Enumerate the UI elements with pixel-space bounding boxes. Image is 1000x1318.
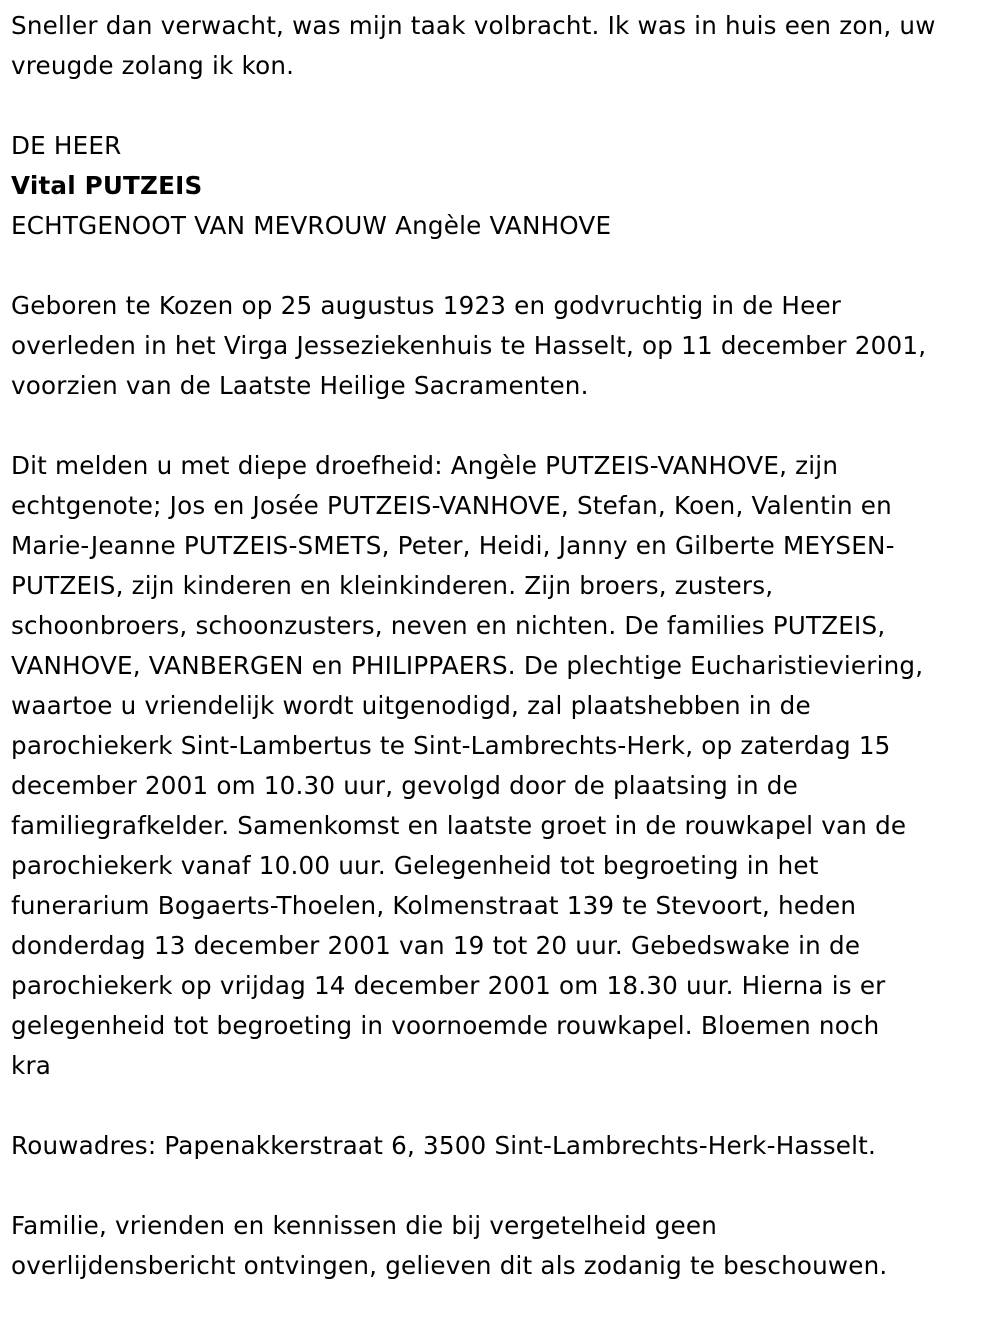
honorific xyxy=(11,126,1000,166)
birth-death-paragraph xyxy=(11,286,1000,406)
honorific-title: DE HEER xyxy=(11,131,122,160)
birth-line: voorzien van de Laatste Heilige Sacramenten. xyxy=(11,371,589,400)
deceased-name xyxy=(11,166,1000,206)
spacer xyxy=(11,1086,1000,1126)
announcement-line: Marie-Jeanne PUTZEIS-SMETS, Peter, Heidi, Janny en Gilberte MEYSEN- xyxy=(11,531,895,560)
announcement-line: schoonbroers, schoonzusters, neven en nichten. De families PUTZEIS, xyxy=(11,611,886,640)
announcement-line: parochiekerk vanaf 10.00 uur. Gelegenheid tot begroeting in het xyxy=(11,851,819,880)
closing-line: Familie, vrienden en kennissen die bij vergetelheid geen xyxy=(11,1211,718,1240)
announcement-line: parochiekerk op vrijdag 14 december 2001 om 18.30 uur. Hierna is er xyxy=(11,971,886,1000)
announcement-line: december 2001 om 10.30 uur, gevolgd door de plaatsing in de xyxy=(11,771,798,800)
spouse-text: ECHTGENOOT VAN MEVROUW Angèle VANHOVE xyxy=(11,211,612,240)
announcement-line: VANHOVE, VANBERGEN en PHILIPPAERS. De plechtige Eucharistieviering, xyxy=(11,651,924,680)
closing-paragraph xyxy=(11,1206,1000,1286)
announcement-line: Dit melden u met diepe droefheid: Angèle PUTZEIS-VANHOVE, zijn xyxy=(11,451,839,480)
announcement-line: gelegenheid tot begroeting in voornoemde rouwkapel. Bloemen noch xyxy=(11,1011,880,1040)
announcement-line: waartoe u vriendelijk wordt uitgenodigd, zal plaatshebben in de xyxy=(11,691,811,720)
address-paragraph xyxy=(11,1126,1000,1166)
announcement-line: funerarium Bogaerts-Thoelen, Kolmenstraat 139 te Stevoort, heden xyxy=(11,891,857,920)
birth-line: overleden in het Virga Jesseziekenhuis te Hasselt, op 11 december 2001, xyxy=(11,331,927,360)
intro-verse xyxy=(11,6,1000,86)
spacer xyxy=(11,246,1000,286)
announcement-paragraph xyxy=(11,446,1000,1086)
spacer xyxy=(11,1166,1000,1206)
announcement-line: parochiekerk Sint-Lambertus te Sint-Lambrechts-Herk, op zaterdag 15 xyxy=(11,731,891,760)
spacer xyxy=(11,86,1000,126)
birth-line: Geboren te Kozen op 25 augustus 1923 en godvruchtig in de Heer xyxy=(11,291,842,320)
address-text: Rouwadres: Papenakkerstraat 6, 3500 Sint-Lambrechts-Herk-Hasselt. xyxy=(11,1131,876,1160)
announcement-line: familiegrafkelder. Samenkomst en laatste groet in de rouwkapel van de xyxy=(11,811,907,840)
announcement-line: echtgenote; Jos en Josée PUTZEIS-VANHOVE, Stefan, Koen, Valentin en xyxy=(11,491,892,520)
announcement-line: kra xyxy=(11,1051,52,1080)
announcement-line: donderdag 13 december 2001 van 19 tot 20 uur. Gebedswake in de xyxy=(11,931,861,960)
intro-line: vreugde zolang ik kon. xyxy=(11,51,295,80)
closing-line: overlijdensbericht ontvingen, gelieven dit als zodanig te beschouwen. xyxy=(11,1251,888,1280)
announcement-line: PUTZEIS, zijn kinderen en kleinkinderen. Zijn broers, zusters, xyxy=(11,571,774,600)
intro-line: Sneller dan verwacht, was mijn taak volbracht. Ik was in huis een zon, uw xyxy=(11,11,936,40)
spouse-line xyxy=(11,206,1000,246)
spacer xyxy=(11,406,1000,446)
deceased-name-text: Vital PUTZEIS xyxy=(11,171,203,200)
